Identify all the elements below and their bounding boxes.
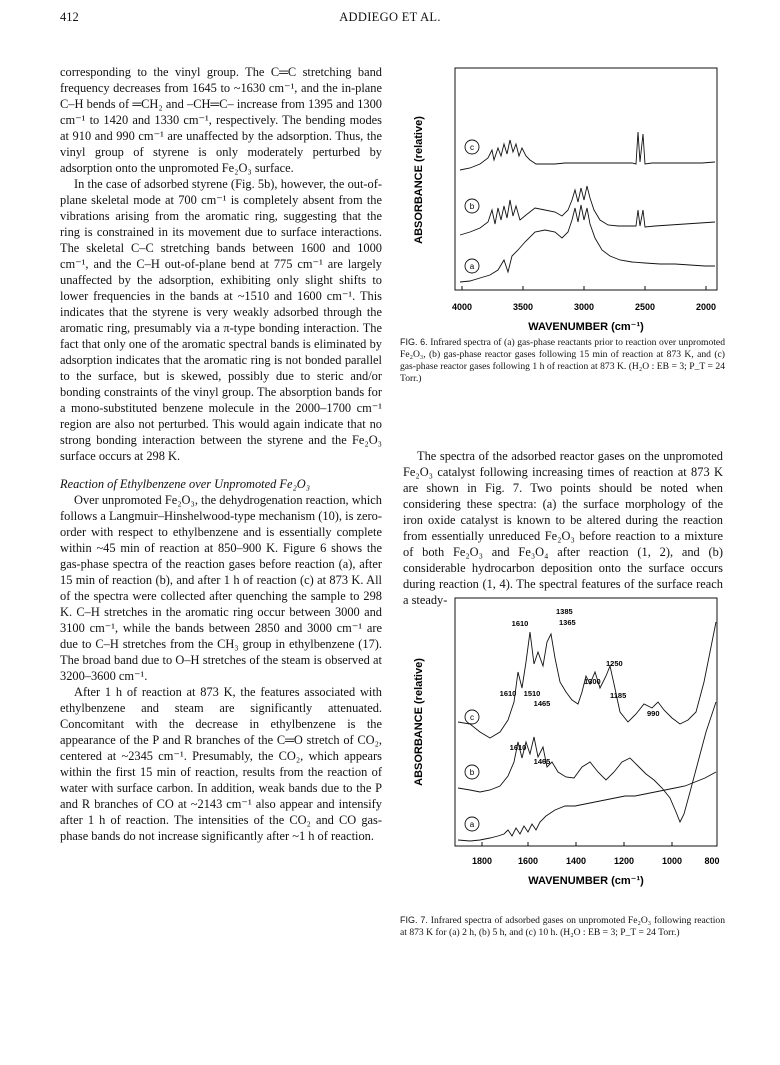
- fig6-tick: 3000: [573, 302, 595, 312]
- fig7-ylabel: ABSORBANCE (relative): [413, 658, 425, 786]
- fig7-trace-label: a: [469, 820, 475, 829]
- fig6-tick: 2500: [634, 302, 656, 312]
- figure-label: FIG. 7.: [400, 915, 428, 925]
- fig7-peak-label: 1465: [533, 757, 551, 766]
- fig7-tick: 1200: [613, 856, 635, 866]
- fig6-trace-a: [460, 205, 715, 282]
- paragraph: The spectra of the adsorbed reactor gases on the unpromoted Fe₂O₃ catalyst following increasing times of reaction at 873 K are shown in Fig. 7. Two points should be noted when considering these spectra: (a) the surface morphology of the iron oxide catalyst is known to be altered during the reaction from essentially unreduced Fe₂O₃ before reaction to a mixture of both Fe₂O₃ and Fe₃O₄ after reaction (1, 2), and (b) considerable hydrocarbon deposition onto the surface occurs during reaction (1, 4). The spectral features of the surface reach a steady-: [403, 449, 723, 607]
- page-number: 412: [60, 10, 79, 24]
- paragraph: corresponding to the vinyl group. The C═C stretching band frequency decreases from 1645 to ~1630 cm⁻¹, and the in-plane C–H bends of ═CH₂ and –CH═C– increase from 1395 and 1300 cm⁻¹ to 1420 and 1330 cm⁻¹, respectively. The bending modes at 910 and 990 cm⁻¹ are unaffected by the adsorption. Thus, the vinyl group of styrene is only moderately perturbed by adsorption onto the unpromoted Fe₂O₃ surface.: [60, 65, 382, 175]
- section-heading: Reaction of Ethylbenzene over Unpromoted Fe₂O₃: [60, 477, 311, 491]
- fig7-peak-label: 1385: [556, 607, 573, 616]
- figure-7-plot: [400, 592, 725, 902]
- fig7-peak-label: 1610: [511, 619, 529, 628]
- fig6-ylabel: ABSORBANCE (relative): [413, 116, 425, 244]
- figure-7-caption: [400, 914, 725, 939]
- fig7-peak-label: 1185: [610, 691, 627, 700]
- fig7-peak-label: 1610: [509, 743, 527, 752]
- fig6-trace-label: b: [469, 202, 475, 211]
- fig7-peak-label: 1365: [559, 618, 576, 627]
- running-head-authors: ADDIEGO ET AL.: [339, 10, 441, 24]
- fig7-tick: 1600: [517, 856, 539, 866]
- fig6-trace-label: c: [470, 143, 474, 152]
- figure-6-caption: [400, 336, 725, 385]
- fig6-xlabel: WAVENUMBER (cm⁻¹): [528, 321, 644, 333]
- fig7-tick: 1400: [565, 856, 587, 866]
- figure-label: FIG. 6.: [400, 337, 428, 347]
- left-column: [60, 64, 382, 844]
- paragraph: In the case of adsorbed styrene (Fig. 5b), however, the out-of-plane skeletal mode at 700 cm⁻¹ is completely absent from the vibrations arising from the aromatic ring, suggesting that the ring is constrained in its movement due to surface interactions. The skeletal C–C stretching bands between 1600 and 1000 cm⁻¹, and the C–H out-of-plane bend at 775 cm⁻¹ are largely unaffected by the adsorption, exhibiting only slight shifts to lower frequencies in the bands at ~1510 and 1600 cm⁻¹. This indicates that the styrene is very weakly adsorbed through the aromatic ring, presumably via a π-type bonding interaction. The fact that only one of the aromatic spectral bands is eliminated by adsorption indicates that the aromatic ring is not bonded parallel to the surface, but is skewed, possibly due to steric and/or bonding constraints of the vinyl group. The absorption bands for a mono-substituted benzene molecule in the 2000–1700 cm⁻¹ region are also not perturbed. This would again indicate that no strong bonding interaction between the styrene and the Fe₂O₃ surface occurs at 298 K.: [60, 177, 382, 463]
- page-header: [60, 10, 720, 30]
- fig7-trace-a: [458, 772, 716, 841]
- fig6-tick: 3500: [512, 302, 534, 312]
- fig6-trace-label: a: [469, 262, 475, 271]
- paragraph: After 1 h of reaction at 873 K, the features associated with ethylbenzene and steam are significantly attenuated. Concomitant with the decrease in ethylbenzene is the appearance of the P and R branches of the C═O stretch of CO₂, centered at ~2345 cm⁻¹. Presumably, the CO₂, which appears within the first 15 min of reaction, results from the reaction of water with surface carbon. In addition, weak bands due to the P and R branches of CO at ~2143 cm⁻¹ also appear and intensify after 1 h of reaction. The intensities of the CO₂ and CO gas-phase bands do not increase significantly after ~1 h of reaction.: [60, 685, 382, 843]
- figure-7: [400, 592, 725, 947]
- fig7-peak-label: 1510: [523, 689, 541, 698]
- fig6-trace-c: [460, 132, 715, 170]
- right-column: [403, 448, 723, 608]
- fig7-xlabel: WAVENUMBER (cm⁻¹): [528, 875, 644, 887]
- fig7-peak-label: 1300: [584, 677, 601, 686]
- fig7-tick: 1000: [661, 856, 683, 866]
- fig6-tick: 4000: [451, 302, 473, 312]
- paragraph: Over unpromoted Fe₂O₃, the dehydrogenation reaction, which follows a Langmuir–Hinshelwood-type mechanism (10), is zero-order with respect to ethylbenzene and is essentially complete within ~45 min of reaction at 850–900 K. Figure 6 shows the gas-phase spectra of the reaction gases before reaction (a), after 15 min of reaction (b), and after 1 h of reaction (c) at 873 K. All of the spectra were collected after quenching the sample to 298 K. C–H stretches in the aromatic ring occur between 3000 and 3100 cm⁻¹, while the bands between 2850 and 3000 cm⁻¹ are due to C–H stretches from the CH₃ group in ethylbenzene (17). The broad band due to O–H stretches of the steam is observed at 3200–3600 cm⁻¹.: [60, 493, 382, 683]
- fig7-peak-label: 1610: [499, 689, 517, 698]
- fig7-peak-label: 1250: [606, 659, 623, 668]
- fig7-peak-label: 1465: [533, 699, 551, 708]
- fig6-tick: 2000: [695, 302, 717, 312]
- figure-6-plot: [400, 60, 725, 335]
- fig7-tick: 800: [704, 856, 720, 866]
- fig7-peak-label: 990: [647, 709, 660, 718]
- fig7-tick: 1800: [471, 856, 493, 866]
- caption-text: Infrared spectra of adsorbed gases on unpromoted Fe₂O₃ following reaction at 873 K for (a) 2 h, (b) 5 h, and (c) 10 h. (H₂O : EB = 3; P_T = 24 Torr.): [400, 915, 725, 938]
- fig7-trace-label: b: [469, 768, 475, 777]
- fig7-trace-label: c: [470, 713, 474, 722]
- caption-text: Infrared spectra of (a) gas-phase reactants prior to reaction over unpromoted Fe₂O₃, (b) gas-phase reactor gases following 15 min of reaction at 873 K, and (c) gas-phase reactor gases following 1 h of reaction at 873 K. (H₂O : EB = 3; P_T = 24 Torr.): [400, 337, 725, 384]
